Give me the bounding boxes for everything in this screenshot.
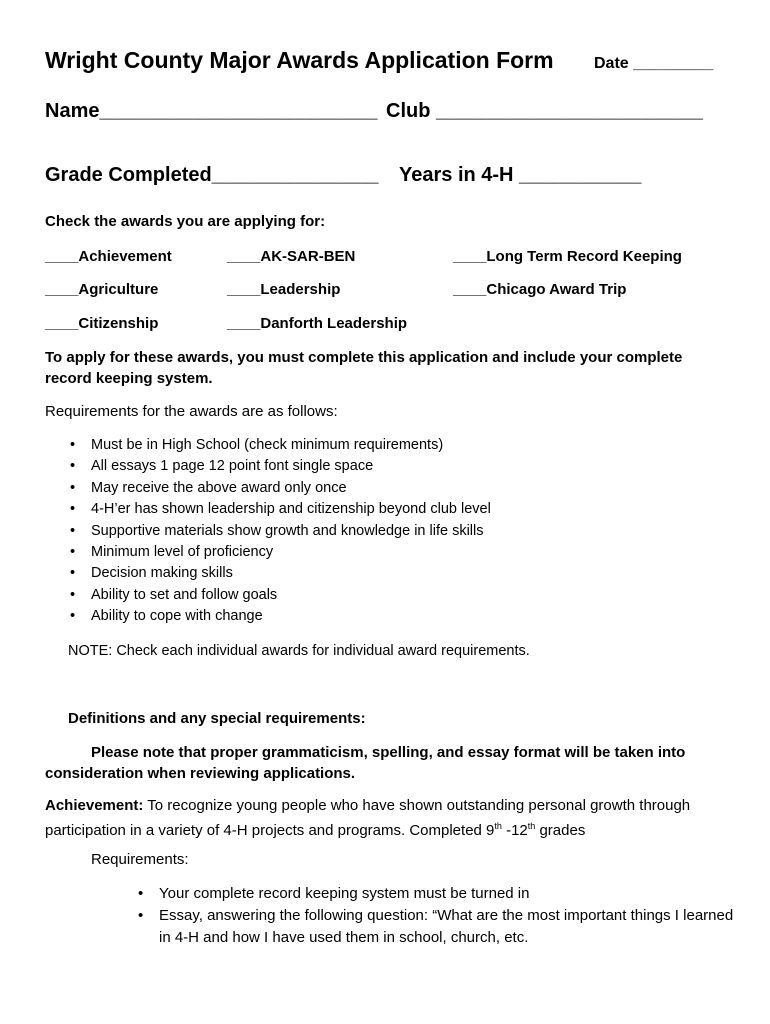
- requirement-item: • Supportive materials show growth and knowledge in life skills: [70, 521, 491, 542]
- requirement-item: • Must be in High School (check minimum requirements): [70, 435, 491, 456]
- achievement-text-3: grades: [535, 822, 586, 839]
- achievement-definition: [45, 795, 715, 841]
- award-agriculture: ____Agriculture: [45, 281, 159, 298]
- apply-note: To apply for these awards, you must complete this application and include your complete record keeping system.: [45, 349, 683, 387]
- years-in-4h-field: Years in 4-H ___________: [399, 164, 642, 186]
- requirement-item: • All essays 1 page 12 point font single space: [70, 456, 491, 477]
- award-achievement: ____Achievement: [45, 248, 172, 265]
- award-long-term-record-keeping: ____Long Term Record Keeping: [453, 248, 682, 265]
- achievement-requirement-item: • Essay, answering the following question: “What are the most important things I learned in 4-H and how I have used them in school, church, etc.: [138, 905, 738, 949]
- award-leadership: ____Leadership: [227, 281, 341, 298]
- definitions-heading: Definitions and any special requirements:: [68, 710, 366, 727]
- award-ak-sar-ben: ____AK-SAR-BEN: [227, 248, 356, 265]
- ordinal-suffix: th: [527, 821, 536, 831]
- requirement-item: • Ability to set and follow goals: [70, 585, 491, 606]
- award-citizenship: ____Citizenship: [45, 315, 159, 332]
- achievement-text: To recognize young people who have shown outstanding personal growth through participation in a variety of 4-H projects and programs. Completed 9: [45, 797, 691, 839]
- requirements-list: [70, 435, 491, 628]
- grade-completed-field: Grade Completed_______________: [45, 164, 379, 186]
- achievement-label: Achievement:: [45, 797, 144, 814]
- award-chicago-award-trip: ____Chicago Award Trip: [453, 281, 627, 298]
- achievement-text-2: -12: [501, 822, 528, 839]
- club-field: Club ________________________: [386, 100, 703, 122]
- requirement-item: • May receive the above award only once: [70, 478, 491, 499]
- award-danforth-leadership: ____Danforth Leadership: [227, 315, 408, 332]
- requirement-item: • Ability to cope with change: [70, 606, 491, 627]
- requirement-item: • Minimum level of proficiency: [70, 542, 491, 563]
- requirement-item: • Decision making skills: [70, 563, 491, 584]
- requirement-item: • 4-H’er has shown leadership and citizenship beyond club level: [70, 499, 491, 520]
- name-field: Name_________________________: [45, 100, 378, 122]
- achievement-requirement-item: • Your complete record keeping system must be turned in: [138, 883, 738, 905]
- grammar-note: Please note that proper grammaticism, spelling, and essay format will be taken into consideration when reviewing applications.: [45, 744, 686, 782]
- form-title: Wright County Major Awards Application Form: [45, 47, 554, 73]
- date-field: Date _________: [594, 55, 714, 72]
- achievement-requirements-label: Requirements:: [91, 851, 189, 868]
- requirements-note: NOTE: Check each individual awards for individual award requirements.: [68, 643, 530, 659]
- requirements-intro: Requirements for the awards are as follows:: [45, 403, 338, 420]
- ordinal-suffix: th: [494, 821, 502, 831]
- achievement-requirements-list: [138, 883, 738, 949]
- awards-heading: Check the awards you are applying for:: [45, 213, 326, 230]
